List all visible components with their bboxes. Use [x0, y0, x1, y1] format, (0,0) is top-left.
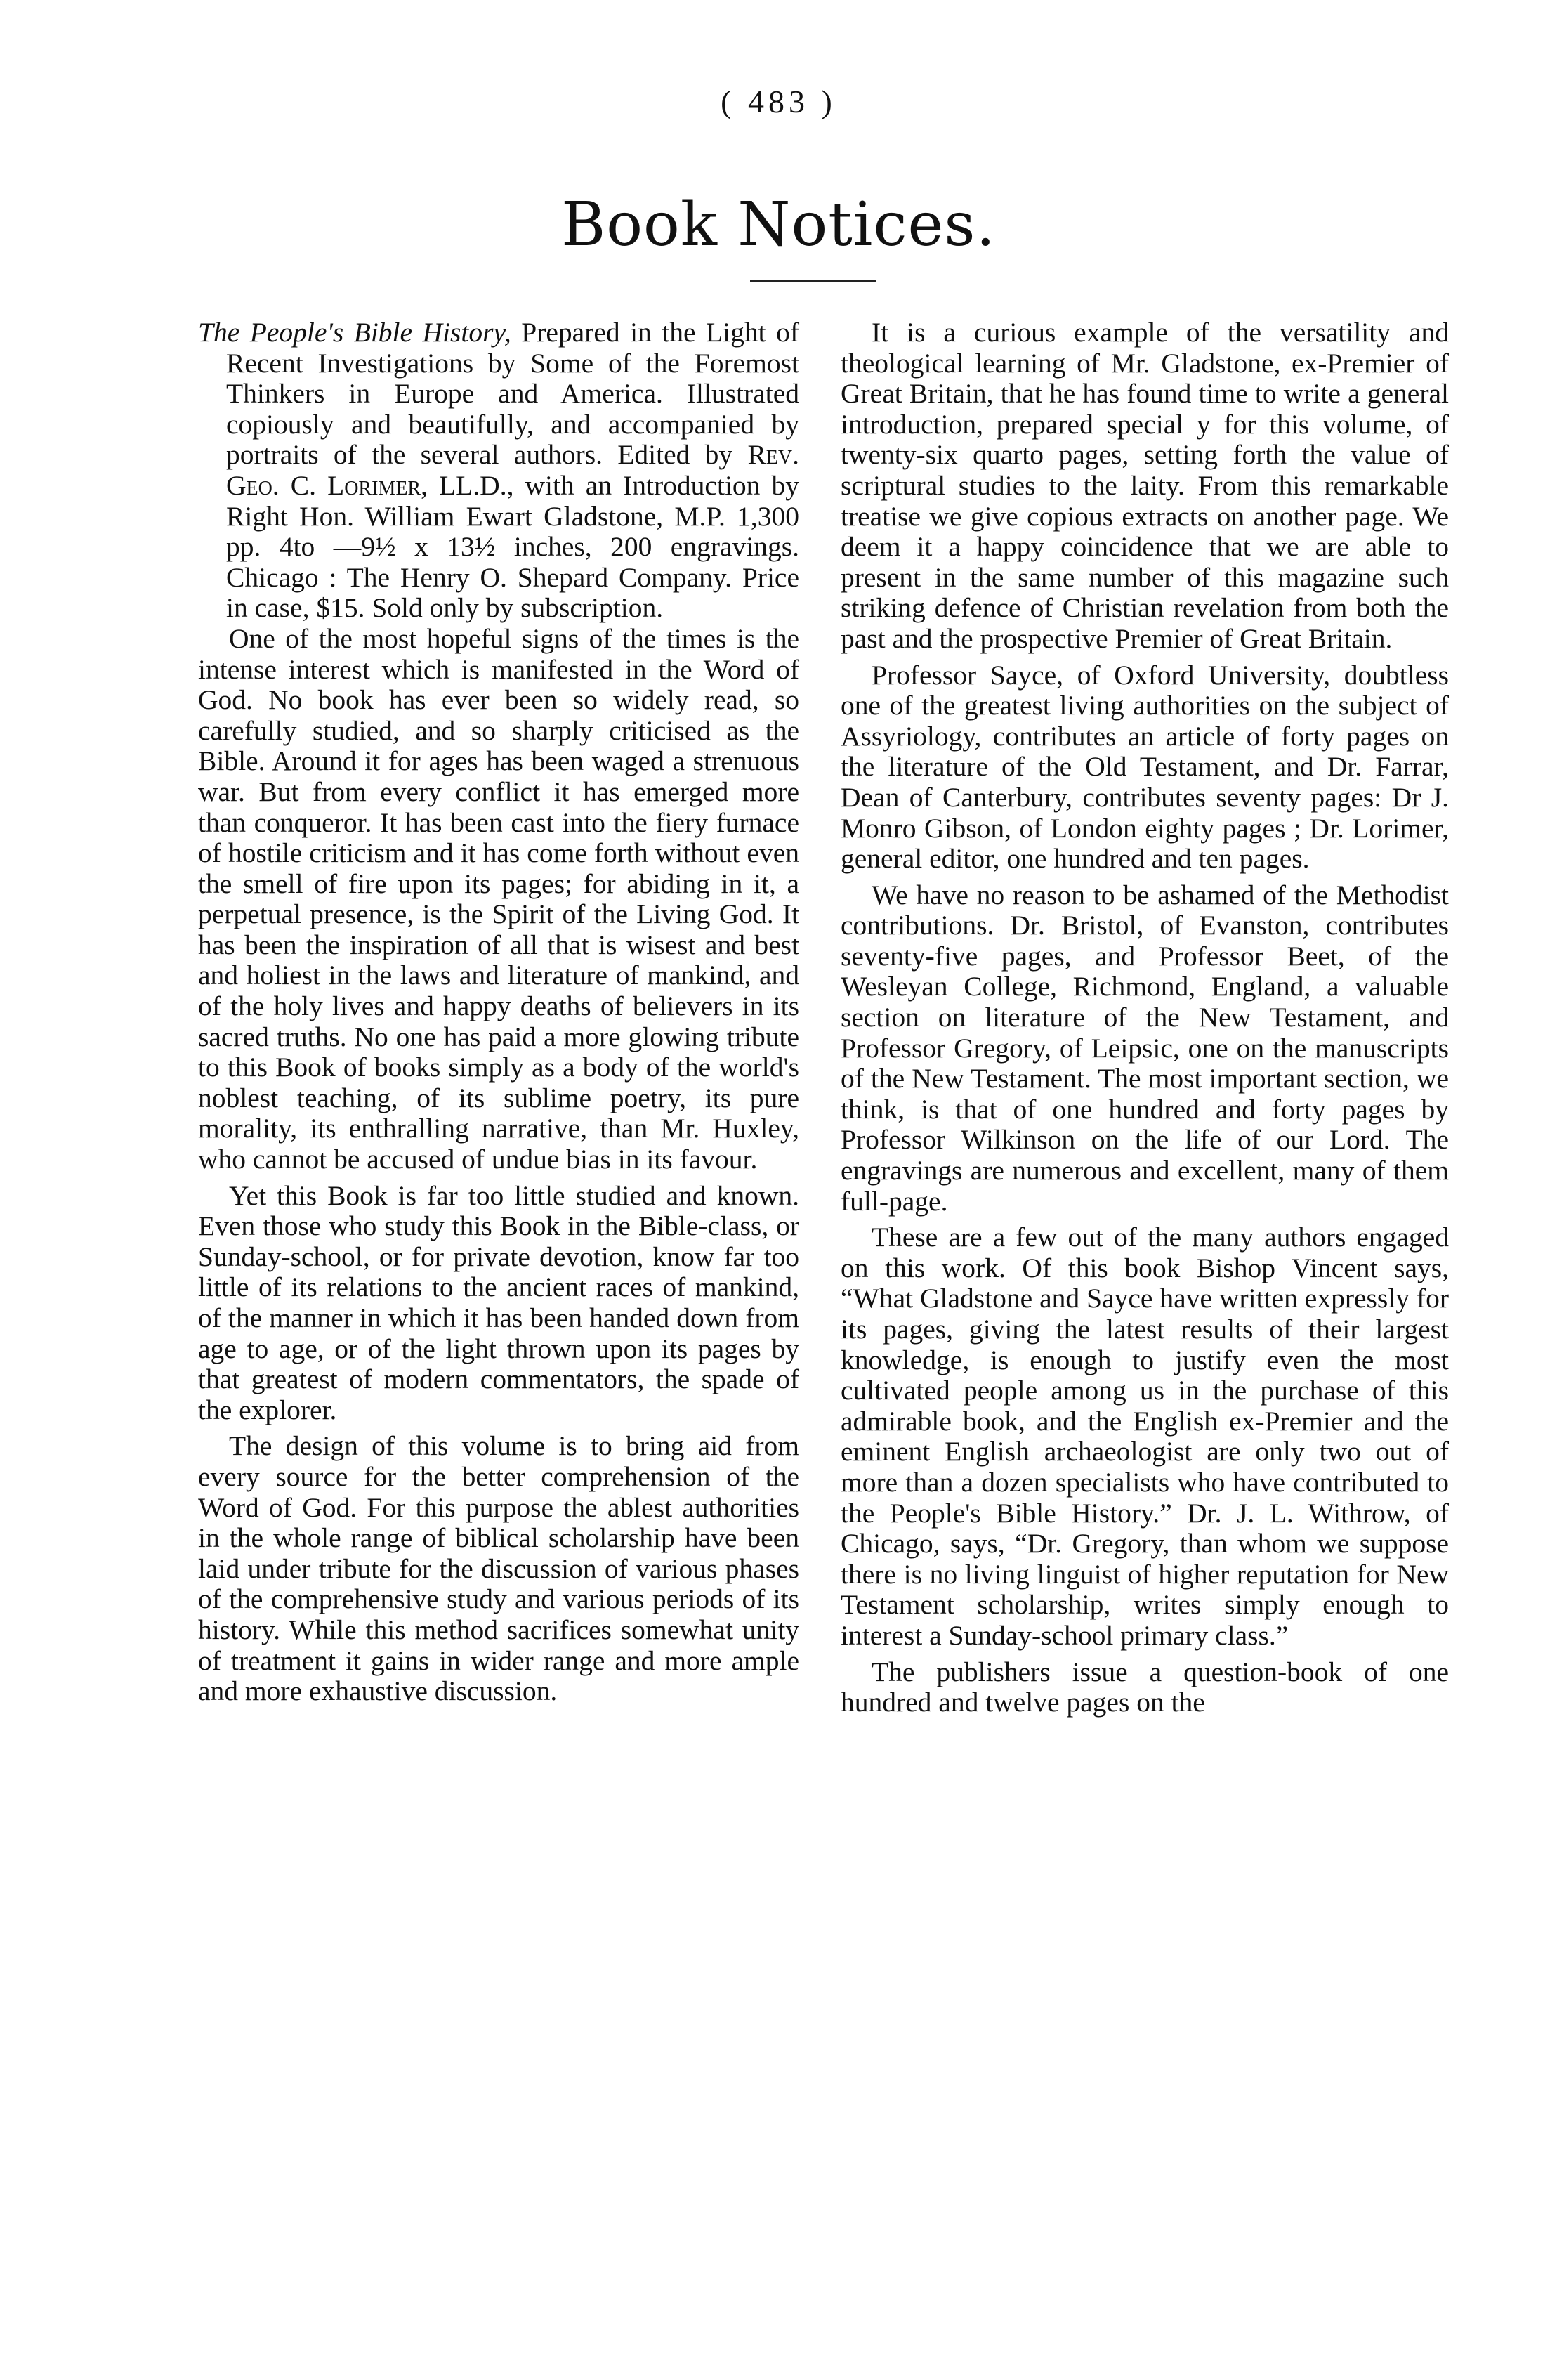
book-entry: [198, 318, 799, 624]
left-paragraph-3: The design of this volume is to bring aid from every source for the better comprehension of the Word of God. For this purpose the ablest authorities in the whole range of biblical scholarship have been laid under tribute for the discussion of various phases of the comprehensive study and various periods of its history. While this method sacrifices somewhat unity of treatment it gains in wider range and more ample and more exhaustive discussion.: [198, 1430, 799, 1707]
right-paragraph-3: We have no reason to be ashamed of the Methodist contributions. Dr. Bristol, of Evanston, contributes seventy-five pages, and Professor Beet, of the Wesleyan College, Richmond, England, a valuable section on literature of the New Testament, and Professor Gregory, of Leipsic, one on the manuscripts of the New Testament. The most important section, we think, is that of one hundred and forty pages by Professor Wilkinson on the life of our Lord. The engravings are numerous and excellent, many of them full-page.: [841, 879, 1449, 1217]
title-divider: [750, 280, 876, 282]
right-paragraph-5: The publishers issue a question-book of one hundred and twelve pages on the: [841, 1656, 1449, 1718]
left-paragraph-2: Yet this Book is far too little studied and known. Even those who study this Book in the Bible-class, or Sunday-school, or for private devotion, know far too little of its relations to the ancient races of mankind, of the manner in which it has been handed down from age to age, or of the light thrown upon its pages by that greatest of modern commentators, the spade of the explorer.: [198, 1179, 799, 1425]
right-column: [841, 318, 1449, 1718]
book-details-2: , with an Introduction by Right Hon. William Ewart Gladstone, M.P. 1,300 pp. 4to —9½ x 13½ inches, 200 engravings. Chicago : The Henry O. Shepard Company. Price in case, $15. Sold only by subscription.: [226, 469, 799, 624]
left-column: [198, 318, 799, 1707]
right-paragraph-1: It is a curious example of the versatility and theological learning of Mr. Gladstone, ex-Premier of Great Britain, that he has found time to write a general introduction, prepared special y for this volume, of twenty-six quarto pages, setting forth the value of scriptural studies to the laity. From this remarkable treatise we give copious extracts on another page. We deem it a happy coincidence that we are able to present in the same number of this magazine such striking defence of Christian revelation from both the past and the prospective Premier of Great Britain.: [841, 317, 1449, 654]
page-number: ( 483 ): [721, 84, 836, 119]
right-paragraph-2: Professor Sayce, of Oxford University, doubtless one of the greatest living authorities on the subject of Assyriology, contributes an article of forty pages on the literature of the Old Testament, and Dr. Farrar, Dean of Canterbury, contributes seventy pages: Dr J. Monro Gibson, of London eighty pages ; Dr. Lorimer, general editor, one hundred and ten pages.: [841, 659, 1449, 875]
book-details: Prepared in the Light of Recent Investigations by Some of the Foremost Thinkers in Europe and America. Illustrated copiously and beautifully, and accompanied by portraits of the several authors. Edited by: [226, 317, 799, 471]
right-paragraph-4: These are a few out of the many authors engaged on this work. Of this book Bishop Vincent says, “What Gladstone and Sayce have written expressly for its pages, giving the latest results of their largest knowledge, is enough to justify even the most cultivated people among us in the purchase of this admirable book, and the English ex-Premier and the eminent English archaeologist are only two out of more than a dozen specialists who have contributed to the People's Bible History.” Dr. J. L. Withrow, of Chicago, says, “Dr. Gregory, than whom we suppose there is no living linguist of higher reputation for New Testament scholarship, writes simply enough to interest a Sunday-school primary class.”: [841, 1222, 1449, 1651]
book-title: The People's Bible History,: [198, 317, 511, 348]
page-title: Book Notices.: [561, 190, 996, 260]
left-paragraph-1: One of the most hopeful signs of the times is the intense interest which is manifested in the Word of God. No book has ever been so widely read, so carefully studied, and so sharply criticised as the Bible. Around it for ages has been waged a strenuous war. But from every conflict it has emerged more than conqueror. It has been cast into the fiery furnace of hostile criticism and it has come forth without even the smell of fire upon its pages; for abiding in it, a perpetual presence, is the Spirit of the Living God. It has been the inspiration of all that is wisest and best and holiest in the laws and literature of mankind, and of the holy lives and happy deaths of believers in its sacred truths. No one has paid a more glowing tribute to this Book of books simply as a body of the world's noblest teaching, of its sublime poetry, its pure morality, its enthralling narrative, than Mr. Huxley, who cannot be accused of undue bias in its favour.: [198, 622, 799, 1175]
book-editor: Rev. Geo. C. Lorimer, LL.D.: [226, 439, 799, 501]
